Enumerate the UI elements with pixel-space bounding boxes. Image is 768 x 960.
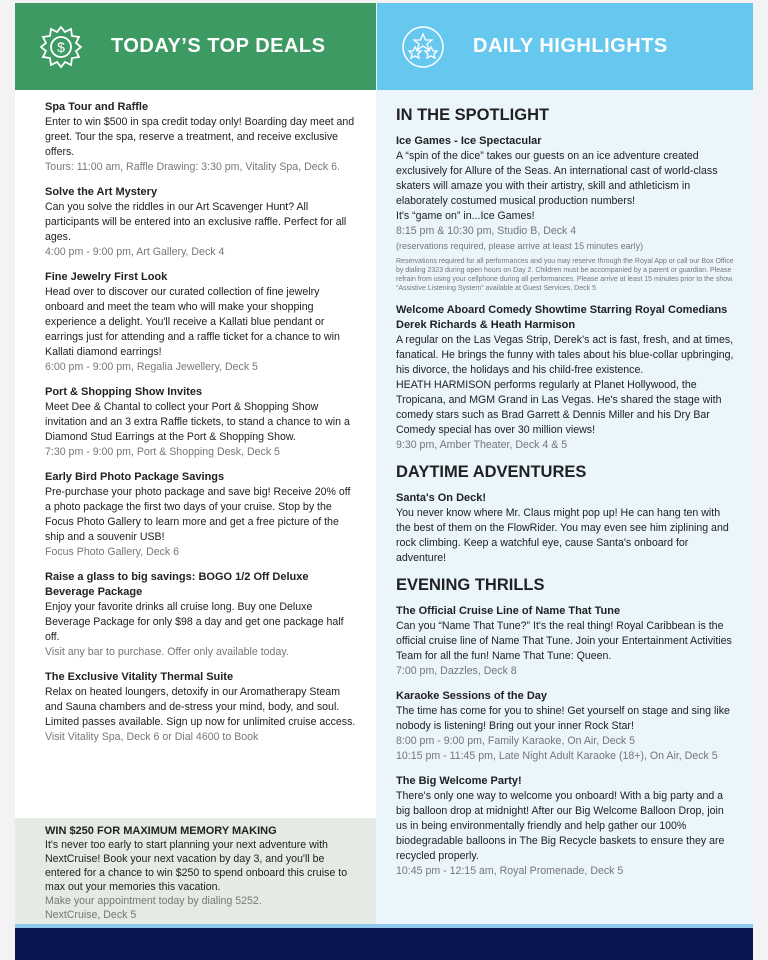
deal-meta: 6:00 pm - 9:00 pm, Regalia Jewellery, Deck 5 [45,361,258,373]
event-body: There's only one way to welcome you onboard! With a big party and a big balloon drop at midnight! After our Big Welcome Balloon Drop, join us in being environmentally friendly and help gather our 100% biodegradable balloons in The Big Recycle baskets to ensure they are recycled properly. [396,790,725,862]
deal-title: Spa Tour and Raffle [45,101,149,113]
event-title: Welcome Aboard Comedy Showtime Starring Royal Comedians Derek Richards & Heath Harmison [396,304,728,331]
highlights-header [377,3,753,90]
promo-meta: Make your appointment today by dialing 5252. [45,895,262,907]
deal-title: Port & Shopping Show Invites [45,386,203,398]
event-note: (reservations required, please arrive at least 15 minutes early) [396,241,644,251]
event-time: 10:45 pm - 12:15 am, Royal Promenade, Deck 5 [396,865,624,877]
deal-item [45,185,356,260]
event-body: A regular on the Las Vegas Strip, Derek's act is fast, fresh, and at times, fanatical. He brings the funny with tales about his blue-collar upbringing, his divorce, the holidays and his child-free existence. [396,334,734,376]
event-time: 7:00 pm, Dazzles, Deck 8 [396,665,517,677]
promo-box [15,818,376,924]
deal-title: Fine Jewelry First Look [45,271,168,283]
dollar-badge-icon [39,25,83,69]
highlights-title: DAILY HIGHLIGHTS [473,35,668,57]
deal-meta: Tours: 11:00 am, Raffle Drawing: 3:30 pm, Vitality Spa, Deck 6. [45,161,340,173]
deals-column [15,90,376,818]
deal-body: Can you solve the riddles in our Art Scavenger Hunt? All participants will be entered into an exclusive raffle. Perfect for all ages. [45,201,347,243]
deal-item [45,670,356,745]
deal-item [45,570,356,660]
event-body: HEATH HARMISON performs regularly at Planet Hollywood, the Tropicana, and MGM Grand in Las Vegas. He's shared the stage with comedy stars such as Brad Garrett & Dennis Miller and his Dry Bar Comedy special has over 30 million views! [396,379,722,436]
event-body: The time has come for you to shine! Get yourself on stage and sing like nobody is listening! Bring out your inner Rock Star! [396,705,730,732]
section-heading: DAYTIME ADVENTURES [396,463,587,481]
deal-title: Raise a glass to big savings: BOGO 1/2 Off Deluxe Beverage Package [45,571,309,598]
event-time: 9:30 pm, Amber Theater, Deck 4 & 5 [396,439,568,451]
event-body: It's “game on” in...Ice Games! [396,210,535,222]
event-title: Ice Games - Ice Spectacular [396,135,542,147]
section-heading: IN THE SPOTLIGHT [396,106,550,124]
deal-item [45,385,356,460]
deal-item [45,270,356,375]
event-title: The Official Cruise Line of Name That Tune [396,605,621,617]
deal-body: Enjoy your favorite drinks all cruise long. Buy one Deluxe Beverage Package for only $98 a day and get one package half off. [45,601,344,643]
footer-band [15,924,753,960]
event-ice-games [396,134,735,293]
deal-meta: Visit any bar to purchase. Offer only available today. [45,646,289,658]
deals-title: TODAY’S TOP DEALS [111,35,326,57]
deal-body: Enter to win $500 in spa credit today only! Boarding day meet and greet. Tour the spa, reserve a treatment, and receive exclusive offers. [45,116,355,158]
event-welcome-party [396,774,735,879]
event-body: Can you “Name That Tune?” It's the real thing! Royal Caribbean is the official cruise line of Name That Tune. Join your Entertainment Activities Team for all the fun! Name That Tune: Queen. [396,620,732,662]
deal-title: Solve the Art Mystery [45,186,158,198]
deal-item [45,100,356,175]
promo-location: NextCruise, Deck 5 [45,909,137,921]
highlights-column [377,90,753,924]
deal-title: The Exclusive Vitality Thermal Suite [45,671,234,683]
event-name-that-tune [396,604,735,679]
deal-meta: 7:30 pm - 9:00 pm, Port & Shopping Desk, Deck 5 [45,446,280,458]
deal-body: Meet Dee & Chantal to collect your Port & Shopping Show invitation and an 3 extra Raffle tickets, to stand a chance to win a Diamond Stud Earrings at the Port & Shopping Show. [45,401,350,443]
svg-text:$: $ [57,38,65,55]
event-title: Santa's On Deck! [396,492,487,504]
event-title: Karaoke Sessions of the Day [396,690,548,702]
deal-title: Early Bird Photo Package Savings [45,471,225,483]
deal-body: Pre-purchase your photo package and save big! Receive 20% off a photo package the first two days of your cruise. Stop by the Focus Photo Gallery to learn more and get a free picture of the ship and a souvenir USB! [45,486,351,543]
deal-item [45,470,356,560]
deal-meta: 4:00 pm - 9:00 pm, Art Gallery, Deck 4 [45,246,225,258]
event-time: 8:00 pm - 9:00 pm, Family Karaoke, On Air, Deck 5 [396,735,636,747]
deal-meta: Focus Photo Gallery, Deck 6 [45,546,180,558]
deal-body: Relax on heated loungers, detoxify in our Aromatherapy Steam and Sauna chambers and de-stress your mind, body, and soul. Limited passes available. Sign up now for unlimited cruise access. [45,686,356,728]
event-santa [396,491,735,566]
event-body: You never know where Mr. Claus might pop up! He can hang ten with the best of them on the FlowRider. You may even see him ziplining and rock climbing. Keep a watchful eye, cause Santa's onboard for adventure! [396,507,729,564]
event-fine-print: Reservations required for all performances and you may reserve through the Royal App or call our Box Office by dialing 2323 during open hours on Day 2. Children must be accompanied by a parent or guardian. Please refrain from using your cellphone during all performances. Please arrive at least 15 minutes prior to the show. [396,258,734,283]
event-comedy [396,303,735,453]
event-time: 8:15 pm & 10:30 pm, Studio B, Deck 4 [396,225,577,237]
stars-icon [401,25,445,69]
event-time: 10:15 pm - 11:45 pm, Late Night Adult Karaoke (18+), On Air, Deck 5 [396,750,718,762]
deals-header [15,3,376,90]
event-title: The Big Welcome Party! [396,775,522,787]
promo-body: It's never too early to start planning your next adventure with NextCruise! Book your next vacation by day 3, and you'll be entered for a chance to win $250 to spend onboard this cruise to max out your memories this vacation. [45,839,348,893]
event-karaoke [396,689,735,764]
event-fine-print: “Assistive Listening System” available at Guest Services, Deck 5 [396,285,596,292]
deal-meta: Visit Vitality Spa, Deck 6 or Dial 4600 to Book [45,731,259,743]
promo-title: WIN $250 FOR MAXIMUM MEMORY MAKING [45,825,277,837]
section-heading: EVENING THRILLS [396,576,545,594]
deal-body: Head over to discover our curated collection of fine jewelry onboard and meet the team who will make your shopping experience a delight. You'll receive a Kallati blue pendant or earrings just for attending and a raffle ticket for a chance to win Kallati diamond earrings! [45,286,340,358]
event-body: A “spin of the dice” takes our guests on an ice adventure created exclusively for Allure of the Seas. An international cast of world-class skaters will amaze you with their artistry, skill and athleticism in elaborately costumed musical production numbers! [396,150,718,207]
